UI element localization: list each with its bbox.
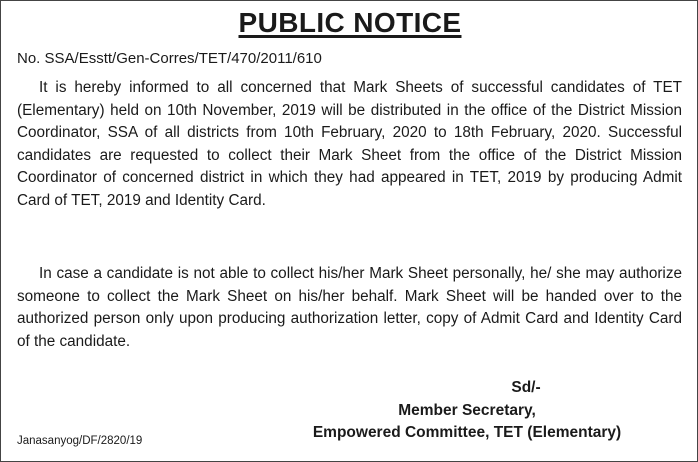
signature-block: [267, 377, 667, 445]
signatory-committee: Empowered Committee, TET (Elementary): [312, 424, 622, 441]
reference-number: No. SSA/Esstt/Gen-Corres/TET/470/2011/610: [17, 50, 322, 67]
notice-title: [1, 7, 698, 39]
notice-title-text: PUBLIC NOTICE: [238, 7, 462, 38]
notice-paragraph-2: In case a candidate is not able to collect his/her Mark Sheet personally, he/ she may authorize someone to collect the Mark Sheet on his/her behalf. Mark Sheet will be handed over to the authorized person only upon producing authorization letter, copy of Admit Card and Identity Card of the candidate.: [17, 265, 682, 350]
signatory-designation: Member Secretary,: [398, 401, 536, 419]
ad-reference-code: Janasanyog/DF/2820/19: [17, 435, 143, 447]
signature-sd: Sd/-: [511, 379, 541, 396]
notice-paragraph-1: It is hereby informed to all concerned that Mark Sheets of successful candidates of TET (Elementary) held on 10th November, 2019 will be distributed in the office of the District Mission Coordinator, SSA of all districts from 10th February, 2020 to 18th February, 2020. Successful candidates are requested to collect their Mark Sheet from the office of the District Mission Coordinator of concerned district in which they had appeared in TET, 2019 by producing Admit Card of TET, 2019 and Identity Card.: [17, 79, 682, 209]
